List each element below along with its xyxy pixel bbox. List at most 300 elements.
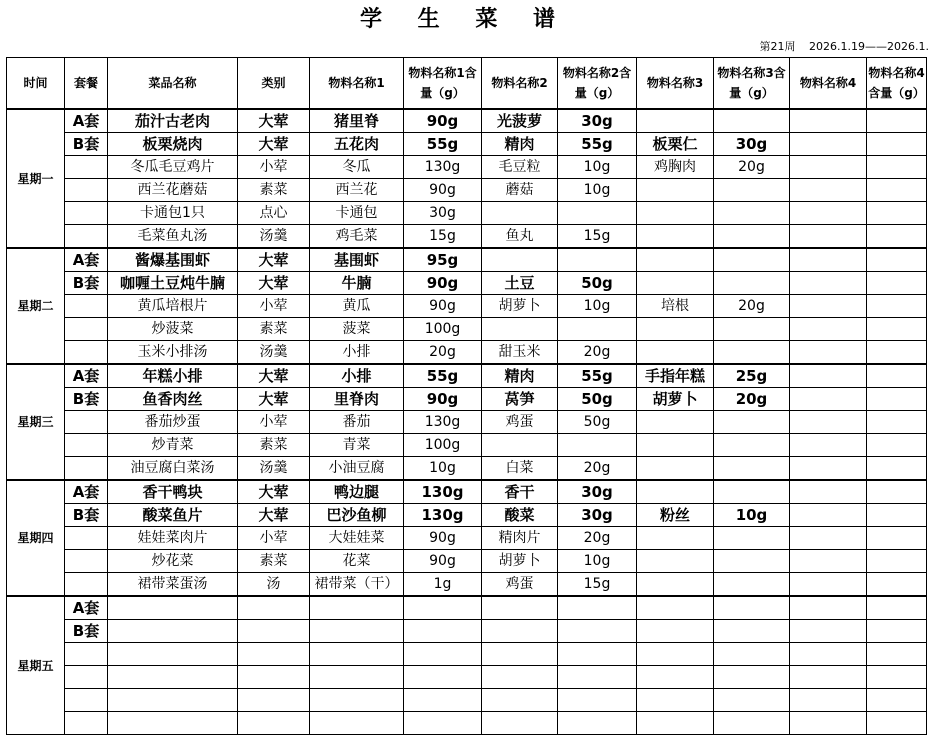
material-3-cell: [637, 620, 714, 643]
category-cell: 小荤: [238, 411, 310, 434]
material-3-cell: 板栗仁: [637, 133, 714, 156]
material-4-cell: [790, 689, 867, 712]
material-1-qty-cell: 90g: [404, 527, 482, 550]
dish-cell: 油豆腐白菜汤: [108, 457, 238, 481]
material-1-qty-cell: 100g: [404, 318, 482, 341]
material-4-qty-cell: [867, 596, 927, 620]
material-2-cell: 胡萝卜: [482, 295, 558, 318]
material-3-cell: [637, 225, 714, 249]
table-row: [7, 620, 927, 643]
material-1-qty-cell: 90g: [404, 109, 482, 133]
material-2-qty-cell: [558, 643, 637, 666]
material-4-cell: [790, 434, 867, 457]
material-2-qty-cell: 15g: [558, 225, 637, 249]
material-2-qty-cell: 20g: [558, 457, 637, 481]
header-time: 时间: [7, 58, 65, 110]
material-4-cell: [790, 620, 867, 643]
material-1-cell: 卡通包: [310, 202, 404, 225]
material-4-cell: [790, 457, 867, 481]
header-category: 类别: [238, 58, 310, 110]
header-material-4-qty: 物料名称4含量（g）: [867, 58, 927, 110]
dish-cell: 毛菜鱼丸汤: [108, 225, 238, 249]
material-3-qty-cell: 25g: [714, 364, 790, 388]
set-cell: B套: [65, 272, 108, 295]
category-cell: 汤羹: [238, 457, 310, 481]
material-2-cell: [482, 318, 558, 341]
material-2-qty-cell: [558, 318, 637, 341]
dish-cell: [108, 712, 238, 735]
material-3-cell: [637, 573, 714, 597]
table-row: [7, 666, 927, 689]
header-dish: 菜品名称: [108, 58, 238, 110]
material-4-cell: [790, 504, 867, 527]
material-1-qty-cell: [404, 596, 482, 620]
day-cell: 星期三: [7, 364, 65, 480]
material-4-cell: [790, 272, 867, 295]
material-3-qty-cell: [714, 109, 790, 133]
material-1-qty-cell: 10g: [404, 457, 482, 481]
material-4-cell: [790, 364, 867, 388]
material-4-qty-cell: [867, 689, 927, 712]
material-2-cell: 光菠萝: [482, 109, 558, 133]
material-2-cell: 土豆: [482, 272, 558, 295]
material-4-qty-cell: [867, 179, 927, 202]
material-1-qty-cell: 100g: [404, 434, 482, 457]
material-3-cell: [637, 179, 714, 202]
material-4-cell: [790, 550, 867, 573]
header-material-2-qty: 物料名称2含量（g）: [558, 58, 637, 110]
set-cell: [65, 411, 108, 434]
material-4-qty-cell: [867, 341, 927, 365]
material-4-qty-cell: [867, 620, 927, 643]
material-2-qty-cell: 50g: [558, 272, 637, 295]
material-1-cell: 裙带菜（干）: [310, 573, 404, 597]
header-material-3: 物料名称3: [637, 58, 714, 110]
material-3-cell: 手指年糕: [637, 364, 714, 388]
material-1-qty-cell: 95g: [404, 248, 482, 272]
material-2-cell: 甜玉米: [482, 341, 558, 365]
material-2-cell: [482, 434, 558, 457]
material-3-qty-cell: 10g: [714, 504, 790, 527]
category-cell: [238, 643, 310, 666]
category-cell: 汤羹: [238, 225, 310, 249]
header-material-1: 物料名称1: [310, 58, 404, 110]
set-cell: [65, 202, 108, 225]
material-3-qty-cell: [714, 318, 790, 341]
set-cell: B套: [65, 620, 108, 643]
material-2-qty-cell: 10g: [558, 179, 637, 202]
category-cell: 大荤: [238, 133, 310, 156]
material-1-cell: 牛腩: [310, 272, 404, 295]
dish-cell: 黄瓜培根片: [108, 295, 238, 318]
set-cell: [65, 550, 108, 573]
material-2-qty-cell: 10g: [558, 156, 637, 179]
material-1-cell: 小排: [310, 341, 404, 365]
material-4-cell: [790, 156, 867, 179]
material-4-cell: [790, 388, 867, 411]
material-3-qty-cell: [714, 272, 790, 295]
material-1-qty-cell: [404, 666, 482, 689]
material-2-cell: 精肉: [482, 364, 558, 388]
set-cell: [65, 341, 108, 365]
header-material-4: 物料名称4: [790, 58, 867, 110]
material-3-qty-cell: [714, 527, 790, 550]
material-1-qty-cell: 90g: [404, 388, 482, 411]
material-2-cell: 香干: [482, 480, 558, 504]
category-cell: [238, 620, 310, 643]
material-2-qty-cell: [558, 434, 637, 457]
header-material-2: 物料名称2: [482, 58, 558, 110]
table-row: [7, 573, 927, 597]
set-cell: [65, 712, 108, 735]
material-2-cell: 毛豆粒: [482, 156, 558, 179]
material-3-cell: [637, 527, 714, 550]
material-1-qty-cell: 55g: [404, 133, 482, 156]
material-3-cell: [637, 272, 714, 295]
table-row: [7, 364, 927, 388]
set-cell: [65, 225, 108, 249]
material-1-qty-cell: 30g: [404, 202, 482, 225]
material-3-cell: [637, 643, 714, 666]
dish-cell: 炒菠菜: [108, 318, 238, 341]
material-1-cell: 基围虾: [310, 248, 404, 272]
material-4-cell: [790, 480, 867, 504]
material-1-qty-cell: [404, 643, 482, 666]
set-cell: [65, 457, 108, 481]
table-row: [7, 457, 927, 481]
category-cell: 素菜: [238, 318, 310, 341]
material-1-qty-cell: 130g: [404, 504, 482, 527]
material-3-qty-cell: [714, 457, 790, 481]
material-4-cell: [790, 109, 867, 133]
material-4-qty-cell: [867, 434, 927, 457]
set-cell: [65, 434, 108, 457]
material-2-cell: 莴笋: [482, 388, 558, 411]
material-1-cell: 小油豆腐: [310, 457, 404, 481]
material-3-cell: [637, 434, 714, 457]
category-cell: 小荤: [238, 527, 310, 550]
material-1-cell: [310, 596, 404, 620]
material-4-qty-cell: [867, 527, 927, 550]
material-3-qty-cell: [714, 411, 790, 434]
menu-body: [7, 109, 927, 735]
table-row: [7, 480, 927, 504]
material-2-cell: [482, 643, 558, 666]
dish-cell: 酸菜鱼片: [108, 504, 238, 527]
material-2-cell: 鸡蛋: [482, 573, 558, 597]
material-4-cell: [790, 179, 867, 202]
material-1-qty-cell: [404, 689, 482, 712]
material-3-qty-cell: [714, 712, 790, 735]
table-row: [7, 248, 927, 272]
table-row: [7, 156, 927, 179]
material-1-cell: 菠菜: [310, 318, 404, 341]
material-4-cell: [790, 411, 867, 434]
dish-cell: [108, 643, 238, 666]
material-3-cell: 培根: [637, 295, 714, 318]
material-1-cell: 番茄: [310, 411, 404, 434]
material-4-qty-cell: [867, 109, 927, 133]
material-1-cell: 猪里脊: [310, 109, 404, 133]
material-2-qty-cell: [558, 202, 637, 225]
dish-cell: 炒花菜: [108, 550, 238, 573]
material-1-qty-cell: 20g: [404, 341, 482, 365]
day-cell: 星期二: [7, 248, 65, 364]
material-4-qty-cell: [867, 573, 927, 597]
material-2-cell: 精肉片: [482, 527, 558, 550]
material-1-qty-cell: 130g: [404, 411, 482, 434]
material-3-cell: [637, 457, 714, 481]
material-3-cell: 粉丝: [637, 504, 714, 527]
set-cell: A套: [65, 480, 108, 504]
material-1-cell: 五花肉: [310, 133, 404, 156]
material-4-qty-cell: [867, 550, 927, 573]
set-cell: [65, 573, 108, 597]
material-4-qty-cell: [867, 364, 927, 388]
table-row: [7, 596, 927, 620]
material-4-qty-cell: [867, 480, 927, 504]
material-4-cell: [790, 225, 867, 249]
week-label: 第21周: [759, 40, 796, 53]
material-4-qty-cell: [867, 643, 927, 666]
material-3-cell: [637, 109, 714, 133]
table-row: [7, 318, 927, 341]
material-2-qty-cell: [558, 689, 637, 712]
table-row: [7, 411, 927, 434]
material-3-cell: [637, 550, 714, 573]
table-row: [7, 202, 927, 225]
material-3-qty-cell: [714, 573, 790, 597]
material-2-qty-cell: 50g: [558, 388, 637, 411]
set-cell: [65, 643, 108, 666]
category-cell: 汤: [238, 573, 310, 597]
material-4-qty-cell: [867, 712, 927, 735]
category-cell: [238, 712, 310, 735]
material-1-cell: 大娃娃菜: [310, 527, 404, 550]
category-cell: [238, 596, 310, 620]
header-set: 套餐: [65, 58, 108, 110]
day-cell: 星期四: [7, 480, 65, 596]
week-info: [750, 38, 929, 56]
material-1-qty-cell: 1g: [404, 573, 482, 597]
category-cell: 小荤: [238, 156, 310, 179]
material-3-qty-cell: [714, 620, 790, 643]
material-3-cell: 鸡胸肉: [637, 156, 714, 179]
set-cell: [65, 179, 108, 202]
set-cell: [65, 527, 108, 550]
category-cell: 素菜: [238, 179, 310, 202]
material-4-cell: [790, 712, 867, 735]
material-4-qty-cell: [867, 133, 927, 156]
material-3-qty-cell: [714, 666, 790, 689]
material-2-qty-cell: [558, 712, 637, 735]
material-1-cell: 鸭边腿: [310, 480, 404, 504]
table-row: [7, 550, 927, 573]
set-cell: [65, 295, 108, 318]
material-3-cell: [637, 480, 714, 504]
material-4-qty-cell: [867, 504, 927, 527]
category-cell: 大荤: [238, 109, 310, 133]
material-3-cell: [637, 248, 714, 272]
material-1-cell: 西兰花: [310, 179, 404, 202]
material-3-qty-cell: 30g: [714, 133, 790, 156]
material-2-qty-cell: 10g: [558, 550, 637, 573]
material-2-cell: 蘑菇: [482, 179, 558, 202]
material-2-qty-cell: 20g: [558, 527, 637, 550]
material-4-qty-cell: [867, 457, 927, 481]
material-2-qty-cell: [558, 248, 637, 272]
material-1-cell: 里脊肉: [310, 388, 404, 411]
material-4-qty-cell: [867, 248, 927, 272]
material-1-qty-cell: 55g: [404, 364, 482, 388]
table-row: [7, 504, 927, 527]
material-2-cell: 鸡蛋: [482, 411, 558, 434]
material-3-qty-cell: [714, 550, 790, 573]
material-2-cell: 精肉: [482, 133, 558, 156]
material-2-cell: 酸菜: [482, 504, 558, 527]
material-4-qty-cell: [867, 225, 927, 249]
material-4-qty-cell: [867, 295, 927, 318]
material-4-cell: [790, 133, 867, 156]
category-cell: 大荤: [238, 272, 310, 295]
material-4-cell: [790, 643, 867, 666]
material-4-qty-cell: [867, 388, 927, 411]
page-title: 学 生 菜 谱: [360, 7, 569, 32]
date-range: 2026.1.19——2026.1.: [809, 40, 929, 53]
material-4-qty-cell: [867, 318, 927, 341]
dish-cell: 裙带菜蛋汤: [108, 573, 238, 597]
material-2-qty-cell: 30g: [558, 109, 637, 133]
material-2-qty-cell: 20g: [558, 341, 637, 365]
header-material-3-qty: 物料名称3含量（g）: [714, 58, 790, 110]
dish-cell: [108, 689, 238, 712]
material-2-cell: 鱼丸: [482, 225, 558, 249]
table-row: [7, 712, 927, 735]
set-cell: A套: [65, 109, 108, 133]
material-1-qty-cell: 90g: [404, 550, 482, 573]
category-cell: 大荤: [238, 364, 310, 388]
table-row: [7, 295, 927, 318]
set-cell: B套: [65, 388, 108, 411]
material-4-cell: [790, 573, 867, 597]
material-1-qty-cell: 130g: [404, 156, 482, 179]
material-4-cell: [790, 202, 867, 225]
material-1-cell: [310, 643, 404, 666]
material-4-cell: [790, 596, 867, 620]
material-2-cell: 胡萝卜: [482, 550, 558, 573]
material-1-qty-cell: 90g: [404, 179, 482, 202]
material-3-qty-cell: [714, 225, 790, 249]
material-2-cell: [482, 248, 558, 272]
material-3-cell: [637, 411, 714, 434]
table-row: [7, 527, 927, 550]
material-2-cell: [482, 712, 558, 735]
dish-cell: 炒青菜: [108, 434, 238, 457]
material-1-cell: [310, 712, 404, 735]
material-1-cell: 黄瓜: [310, 295, 404, 318]
material-3-cell: 胡萝卜: [637, 388, 714, 411]
material-4-qty-cell: [867, 666, 927, 689]
material-1-cell: 花菜: [310, 550, 404, 573]
material-1-cell: 冬瓜: [310, 156, 404, 179]
set-cell: B套: [65, 504, 108, 527]
material-2-cell: [482, 689, 558, 712]
category-cell: 大荤: [238, 480, 310, 504]
material-3-cell: [637, 689, 714, 712]
material-2-cell: [482, 666, 558, 689]
table-row: [7, 179, 927, 202]
material-3-cell: [637, 712, 714, 735]
material-2-cell: 白菜: [482, 457, 558, 481]
table-row: [7, 109, 927, 133]
material-3-qty-cell: [714, 480, 790, 504]
dish-cell: 冬瓜毛豆鸡片: [108, 156, 238, 179]
dish-cell: 年糕小排: [108, 364, 238, 388]
category-cell: 点心: [238, 202, 310, 225]
material-1-qty-cell: 90g: [404, 295, 482, 318]
material-4-cell: [790, 318, 867, 341]
material-1-qty-cell: [404, 620, 482, 643]
table-row: [7, 225, 927, 249]
table-row: [7, 689, 927, 712]
material-1-cell: 小排: [310, 364, 404, 388]
table-row: [7, 643, 927, 666]
material-2-qty-cell: 30g: [558, 480, 637, 504]
category-cell: 大荤: [238, 388, 310, 411]
material-3-qty-cell: 20g: [714, 388, 790, 411]
material-4-qty-cell: [867, 156, 927, 179]
table-row: [7, 272, 927, 295]
material-2-qty-cell: 55g: [558, 133, 637, 156]
set-cell: A套: [65, 596, 108, 620]
dish-cell: [108, 620, 238, 643]
dish-cell: 玉米小排汤: [108, 341, 238, 365]
dish-cell: 茄汁古老肉: [108, 109, 238, 133]
material-1-qty-cell: 90g: [404, 272, 482, 295]
material-3-qty-cell: [714, 202, 790, 225]
set-cell: [65, 156, 108, 179]
material-3-cell: [637, 341, 714, 365]
material-1-qty-cell: 130g: [404, 480, 482, 504]
material-4-qty-cell: [867, 202, 927, 225]
header-material-1-qty: 物料名称1含量（g）: [404, 58, 482, 110]
category-cell: 素菜: [238, 434, 310, 457]
dish-cell: [108, 666, 238, 689]
material-3-cell: [637, 202, 714, 225]
material-4-cell: [790, 666, 867, 689]
material-4-qty-cell: [867, 411, 927, 434]
material-4-cell: [790, 248, 867, 272]
material-3-cell: [637, 666, 714, 689]
set-cell: [65, 318, 108, 341]
category-cell: 大荤: [238, 504, 310, 527]
material-2-qty-cell: 15g: [558, 573, 637, 597]
dish-cell: 酱爆基围虾: [108, 248, 238, 272]
category-cell: 汤羹: [238, 341, 310, 365]
material-2-qty-cell: [558, 596, 637, 620]
material-2-cell: [482, 596, 558, 620]
dish-cell: 番茄炒蛋: [108, 411, 238, 434]
set-cell: A套: [65, 364, 108, 388]
material-3-qty-cell: 20g: [714, 156, 790, 179]
material-4-cell: [790, 295, 867, 318]
material-3-qty-cell: [714, 596, 790, 620]
dish-cell: 香干鸭块: [108, 480, 238, 504]
material-2-qty-cell: 50g: [558, 411, 637, 434]
material-1-qty-cell: 15g: [404, 225, 482, 249]
material-3-qty-cell: 20g: [714, 295, 790, 318]
table-row: [7, 388, 927, 411]
